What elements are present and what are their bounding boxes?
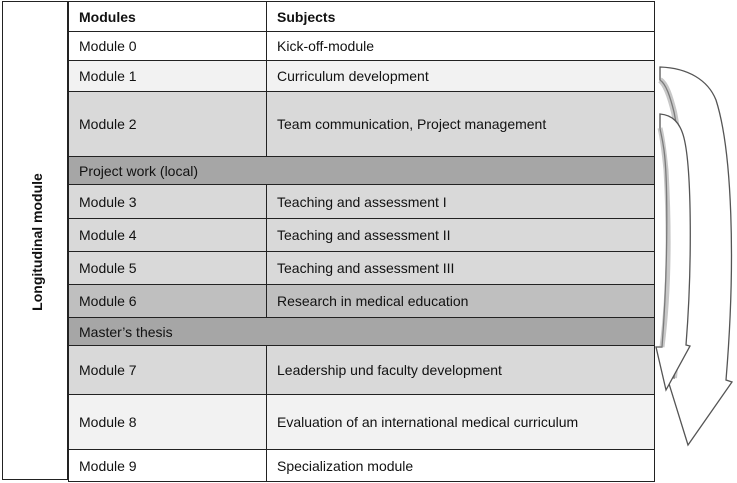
- modules-table: [68, 1, 655, 482]
- table-row: [69, 32, 655, 61]
- header-row: [69, 2, 655, 32]
- table-row: [69, 61, 655, 92]
- subject-cell: Research in medical education: [267, 285, 655, 318]
- subject-cell: Evaluation of an international medical curriculum: [267, 395, 655, 450]
- table-row: [69, 219, 655, 252]
- table-row: [69, 450, 655, 482]
- module-cell: Module 8: [69, 395, 267, 450]
- module-cell: Module 7: [69, 346, 267, 395]
- module-cell: Module 6: [69, 285, 267, 318]
- subject-cell: Curriculum development: [267, 61, 655, 92]
- subject-cell: Specialization module: [267, 450, 655, 482]
- modules-header: Modules: [69, 2, 267, 32]
- module-cell: Module 4: [69, 219, 267, 252]
- section-cell: Project work (local): [69, 157, 655, 185]
- section-row: [69, 157, 655, 185]
- subject-cell: Leadership und faculty development: [267, 346, 655, 395]
- table-row: [69, 285, 655, 318]
- subject-cell: Teaching and assessment II: [267, 219, 655, 252]
- module-cell: Module 0: [69, 32, 267, 61]
- module-cell: Module 3: [69, 185, 267, 219]
- subjects-header: Subjects: [267, 2, 655, 32]
- longitudinal-module-label: Longitudinal module: [29, 173, 45, 311]
- section-cell: Master’s thesis: [69, 318, 655, 346]
- table-row: [69, 185, 655, 219]
- section-row: [69, 318, 655, 346]
- module-cell: Module 1: [69, 61, 267, 92]
- inner-curved-arrow: [656, 114, 690, 390]
- subject-cell: Kick-off-module: [267, 32, 655, 61]
- subject-cell: Teaching and assessment I: [267, 185, 655, 219]
- module-cell: Module 9: [69, 450, 267, 482]
- module-cell: Module 2: [69, 92, 267, 157]
- module-cell: Module 5: [69, 252, 267, 285]
- longitudinal-module-column: [2, 1, 68, 480]
- subject-cell: Team communication, Project management: [267, 92, 655, 157]
- table-row: [69, 252, 655, 285]
- arrows-graphic: [650, 60, 737, 450]
- table-row: [69, 92, 655, 157]
- table-row: [69, 395, 655, 450]
- table-row: [69, 346, 655, 395]
- subject-cell: Teaching and assessment III: [267, 252, 655, 285]
